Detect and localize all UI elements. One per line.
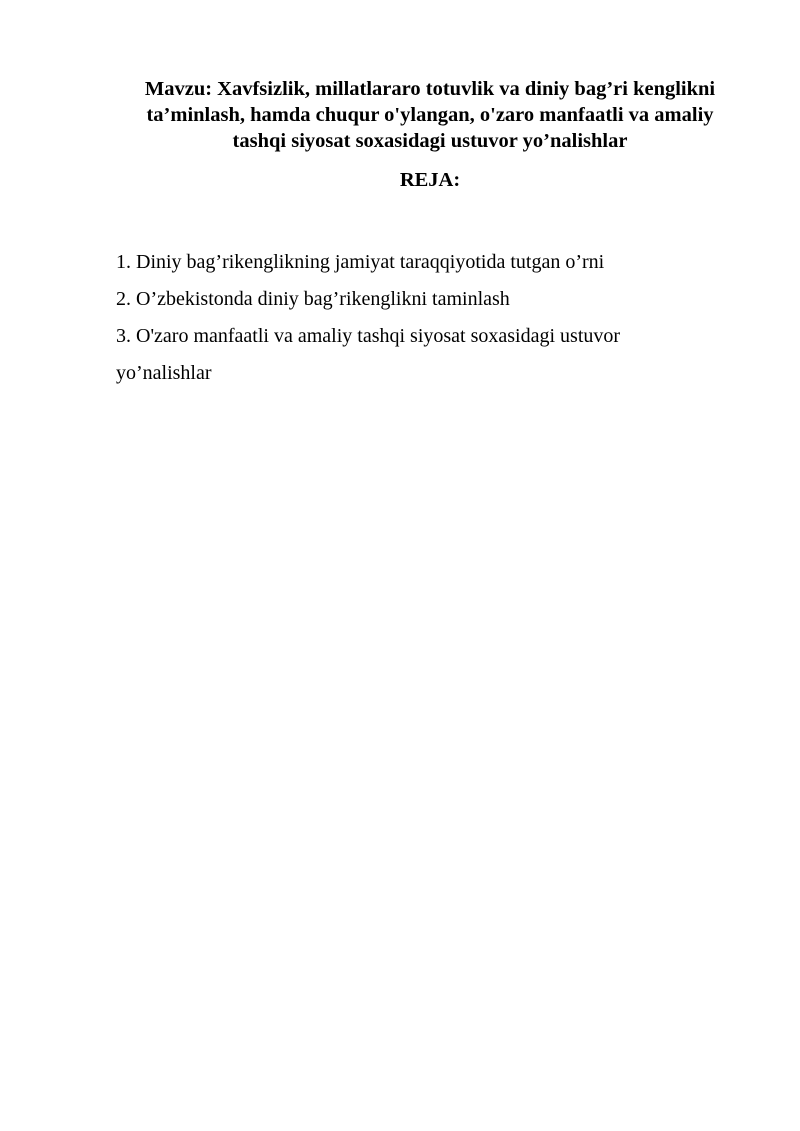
plan-item-3-line-1: 3. O'zaro manfaatli va amaliy tashqi siyosat soxasidagi ustuvor <box>116 325 621 347</box>
plan-item-3-line-2: yo’nalishlar <box>116 362 212 384</box>
plan-item-3 <box>116 318 756 392</box>
title-line-2: ta’minlash, hamda chuqur o'ylangan, o'zaro manfaatli va amaliy <box>146 104 714 126</box>
title-line-3: tashqi siyosat soxasidagi ustuvor yo’nalishlar <box>232 130 628 152</box>
plan-item-2: 2. O’zbekistonda diniy bag’rikenglikni taminlash <box>116 288 510 310</box>
plan-heading: REJA: <box>399 169 461 191</box>
plan-list <box>116 244 756 392</box>
document-title <box>110 76 750 154</box>
title-line-1: Mavzu: Xavfsizlik, millatlararo totuvlik va diniy bag’ri kenglikni <box>144 78 716 100</box>
plan-item-1: 1. Diniy bag’rikenglikning jamiyat taraqqiyotida tutgan o’rni <box>116 251 605 273</box>
